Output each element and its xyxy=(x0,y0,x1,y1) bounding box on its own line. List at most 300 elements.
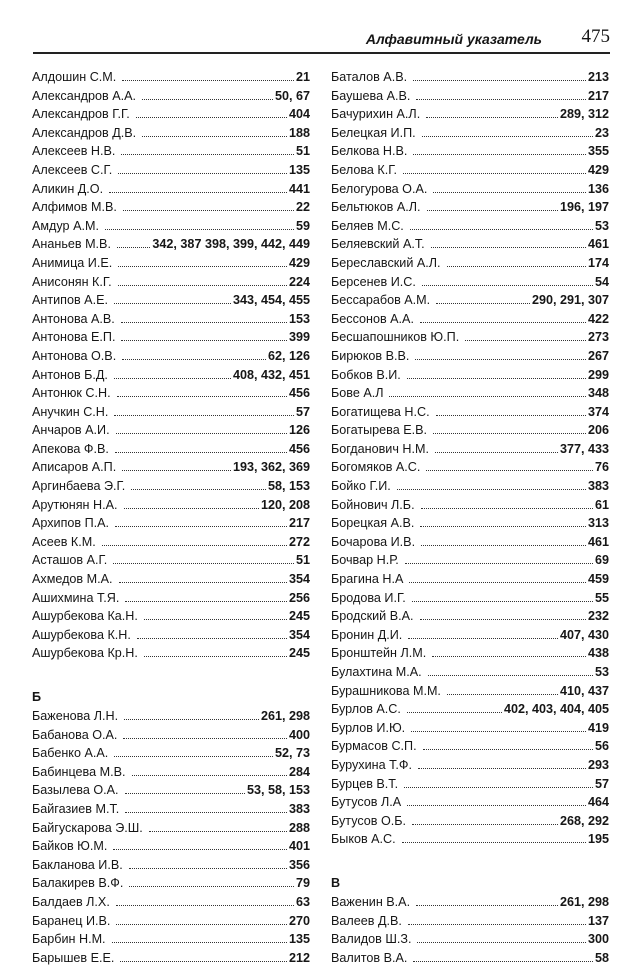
index-entry xyxy=(331,421,609,440)
dot-leader xyxy=(121,321,287,323)
dot-leader xyxy=(433,191,586,193)
entry-name: Балакирев В.Ф. xyxy=(32,876,124,891)
dot-leader xyxy=(435,451,558,453)
entry-name: Алфимов М.В. xyxy=(32,200,117,215)
entry-pages: 261, 298 xyxy=(559,894,609,909)
entry-pages: 63 xyxy=(295,894,310,909)
entry-name: Бурухина Т.Ф. xyxy=(331,757,412,772)
index-entry xyxy=(331,254,609,273)
entry-pages: 76 xyxy=(594,460,609,475)
entry-name: Валеев Д.В. xyxy=(331,913,402,928)
index-entry xyxy=(32,87,310,106)
index-entry xyxy=(331,775,609,794)
entry-name: Бельтюков А.Л. xyxy=(331,200,421,215)
entry-name: Ашурбекова К.Н. xyxy=(32,627,131,642)
entry-pages: 289, 312 xyxy=(559,107,609,122)
dot-leader xyxy=(129,867,287,869)
entry-name: Беляев М.С. xyxy=(331,218,404,233)
section-gap xyxy=(331,849,609,873)
index-entry xyxy=(32,310,310,329)
index-entry xyxy=(331,830,609,849)
entry-pages: 404 xyxy=(288,107,310,122)
entry-pages: 59 xyxy=(295,218,310,233)
index-entry xyxy=(32,217,310,236)
dot-leader xyxy=(413,153,586,155)
dot-leader xyxy=(436,302,530,304)
entry-pages: 429 xyxy=(587,162,609,177)
entry-pages: 245 xyxy=(288,646,310,661)
index-entry xyxy=(331,626,609,645)
dot-leader xyxy=(116,923,287,925)
dot-leader xyxy=(132,774,287,776)
index-entry xyxy=(331,589,609,608)
entry-pages: 456 xyxy=(288,386,310,401)
entry-name: Байгазиев М.Т. xyxy=(32,801,120,816)
entry-pages: 272 xyxy=(288,534,310,549)
index-entry xyxy=(331,273,609,292)
entry-name: Бойнович Л.Б. xyxy=(331,497,415,512)
dot-leader xyxy=(123,209,294,211)
dot-leader xyxy=(149,830,287,832)
entry-name: Бродский В.А. xyxy=(331,609,414,624)
index-entry xyxy=(32,347,310,366)
index-entry xyxy=(32,819,310,838)
entry-pages: 217 xyxy=(587,88,609,103)
entry-name: Бурлов А.С. xyxy=(331,702,401,717)
entry-pages: 224 xyxy=(288,274,310,289)
entry-name: Бурцев В.Т. xyxy=(331,776,399,791)
entry-name: Антонова А.В. xyxy=(32,311,115,326)
entry-name: Важенин В.А. xyxy=(331,894,411,909)
index-entry xyxy=(32,328,310,347)
entry-pages: 348 xyxy=(587,386,609,401)
entry-name: Богомяков А.С. xyxy=(331,460,421,475)
dot-leader xyxy=(112,941,287,943)
index-entry xyxy=(32,644,310,663)
entry-name: Алдошин С.М. xyxy=(32,70,117,84)
entry-name: Белкова Н.В. xyxy=(331,144,408,159)
index-entry xyxy=(331,235,609,254)
dot-leader xyxy=(427,209,558,211)
entry-pages: 206 xyxy=(587,423,609,438)
entry-pages: 407, 430 xyxy=(559,627,609,642)
entry-pages: 288 xyxy=(288,820,310,835)
index-entry xyxy=(32,421,310,440)
entry-pages: 23 xyxy=(594,125,609,140)
entry-pages: 284 xyxy=(288,764,310,779)
entry-name: Антипов А.Е. xyxy=(32,293,108,308)
entry-name: Барышев Е.Е. xyxy=(32,950,115,965)
index-entry xyxy=(32,291,310,310)
index-entry xyxy=(331,514,609,533)
entry-name: Бочвар Н.Р. xyxy=(331,553,399,568)
dot-leader xyxy=(416,904,558,906)
dot-leader xyxy=(402,841,586,843)
dot-leader xyxy=(102,544,287,546)
dot-leader xyxy=(404,786,593,788)
index-entry xyxy=(331,756,609,775)
entry-pages: 135 xyxy=(288,932,310,947)
dot-leader xyxy=(129,885,294,887)
dot-leader xyxy=(408,923,586,925)
entry-name: Аписаров А.П. xyxy=(32,460,117,475)
index-entry xyxy=(32,235,310,254)
index-column-right xyxy=(331,68,609,967)
page-header xyxy=(33,26,610,54)
entry-name: Бутусов Л.А xyxy=(331,795,402,810)
entry-pages: 342, 387 398, 399, 442, 449 xyxy=(152,237,310,252)
entry-pages: 54 xyxy=(594,274,609,289)
index-entry xyxy=(331,644,609,663)
dot-leader xyxy=(405,562,593,564)
entry-name: Балдаев Л.Х. xyxy=(32,894,110,909)
entry-pages: 52, 73 xyxy=(274,746,310,761)
dot-leader xyxy=(125,811,287,813)
index-entry xyxy=(331,912,609,931)
entry-name: Алексеев С.Г. xyxy=(32,162,113,177)
index-entry xyxy=(331,812,609,831)
entry-name: Бронштейн Л.М. xyxy=(331,646,427,661)
index-entry xyxy=(32,105,310,124)
dot-leader xyxy=(144,655,287,657)
dot-leader xyxy=(410,228,593,230)
dot-leader xyxy=(415,358,586,360)
entry-name: Анчаров А.И. xyxy=(32,423,110,438)
index-entry xyxy=(32,763,310,782)
index-entry xyxy=(32,477,310,496)
page-number: 475 xyxy=(581,26,610,47)
dot-leader xyxy=(421,507,593,509)
entry-name: Базылева О.А. xyxy=(32,783,119,798)
dot-leader xyxy=(116,904,294,906)
dot-leader xyxy=(113,562,294,564)
dot-leader xyxy=(421,544,586,546)
entry-pages: 354 xyxy=(288,627,310,642)
index-entry xyxy=(331,949,609,967)
entry-name: Баженова Л.Н. xyxy=(32,709,119,723)
dot-leader xyxy=(413,79,586,81)
entry-name: Бабенко А.А. xyxy=(32,746,109,761)
index-entry xyxy=(331,161,609,180)
dot-leader xyxy=(418,767,586,769)
index-entry xyxy=(32,570,310,589)
entry-name: Аргинбаева Э.Г. xyxy=(32,479,126,494)
entry-pages: 57 xyxy=(295,404,310,419)
index-entry xyxy=(331,68,609,87)
entry-name: Бабинцева М.В. xyxy=(32,764,126,779)
dot-leader xyxy=(119,581,287,583)
index-entry xyxy=(331,607,609,626)
entry-pages: 55 xyxy=(594,590,609,605)
index-entry xyxy=(331,291,609,310)
entry-name: Бурлов И.Ю. xyxy=(331,720,406,735)
entry-pages: 135 xyxy=(288,162,310,177)
entry-pages: 195 xyxy=(587,832,609,847)
entry-pages: 408, 432, 451 xyxy=(232,367,310,382)
dot-leader xyxy=(124,507,259,509)
dot-leader xyxy=(428,674,593,676)
index-entry xyxy=(32,384,310,403)
dot-leader xyxy=(431,246,586,248)
index-entry xyxy=(331,328,609,347)
entry-name: Бочарова И.В. xyxy=(331,534,416,549)
entry-pages: 62, 126 xyxy=(267,348,310,363)
index-entry xyxy=(32,726,310,745)
index-entry xyxy=(331,682,609,701)
dot-leader xyxy=(115,451,287,453)
index-entry xyxy=(331,719,609,738)
dot-leader xyxy=(417,941,586,943)
entry-name: Бесшапошников Ю.П. xyxy=(331,330,460,345)
index-entry xyxy=(331,198,609,217)
entry-pages: 464 xyxy=(587,795,609,810)
section-letter-v: В xyxy=(331,875,341,890)
entry-name: Антонюк С.Н. xyxy=(32,386,111,401)
entry-name: Асташов А.Г. xyxy=(32,553,108,568)
dot-leader xyxy=(122,469,231,471)
dot-leader xyxy=(124,718,259,720)
entry-pages: 256 xyxy=(288,590,310,605)
entry-name: Амдур А.М. xyxy=(32,218,99,233)
entry-name: Байгускарова Э.Ш. xyxy=(32,820,143,835)
dot-leader xyxy=(413,960,593,962)
entry-pages: 193, 362, 369 xyxy=(232,460,310,475)
index-entry xyxy=(32,496,310,515)
entry-name: Аликин Д.О. xyxy=(32,181,104,196)
entry-pages: 355 xyxy=(587,144,609,159)
dot-leader xyxy=(422,135,593,137)
dot-leader xyxy=(122,358,266,360)
dot-leader xyxy=(114,377,231,379)
entry-pages: 137 xyxy=(587,913,609,928)
index-entry xyxy=(32,781,310,800)
entry-name: Баранец И.В. xyxy=(32,913,111,928)
dot-leader xyxy=(125,600,287,602)
entry-name: Берсенев И.С. xyxy=(331,274,416,289)
entry-pages: 56 xyxy=(594,739,609,754)
dot-leader xyxy=(114,414,294,416)
entry-name: Ашурбекова Ка.Н. xyxy=(32,609,138,624)
dot-leader xyxy=(432,655,586,657)
entry-name: Богатищева Н.С. xyxy=(331,404,430,419)
dot-leader xyxy=(420,525,586,527)
entry-name: Барбин Н.М. xyxy=(32,932,106,947)
index-entry xyxy=(32,142,310,161)
entry-name: Алексеев Н.В. xyxy=(32,144,116,159)
entry-name: Апекова Ф.В. xyxy=(32,441,109,456)
entry-name: Арутюнян Н.А. xyxy=(32,497,118,512)
dot-leader xyxy=(114,302,231,304)
dot-leader xyxy=(118,265,287,267)
entry-pages: 461 xyxy=(587,237,609,252)
dot-leader xyxy=(409,581,586,583)
dot-leader xyxy=(131,488,266,490)
entry-pages: 188 xyxy=(288,125,310,140)
entry-name: Бойко Г.И. xyxy=(331,479,391,494)
entry-pages: 354 xyxy=(288,572,310,587)
dot-leader xyxy=(403,172,586,174)
index-entry xyxy=(331,458,609,477)
entry-pages: 401 xyxy=(288,839,310,854)
index-entry xyxy=(331,347,609,366)
entry-pages: 217 xyxy=(288,516,310,531)
dot-leader xyxy=(121,153,294,155)
dot-leader xyxy=(389,395,586,397)
index-entry xyxy=(32,124,310,143)
running-title: Алфавитный указатель xyxy=(365,31,542,47)
entry-pages: 429 xyxy=(288,255,310,270)
dot-leader xyxy=(109,191,287,193)
entry-name: Баталов А.В. xyxy=(331,70,408,84)
entry-name: Александров А.А. xyxy=(32,88,137,103)
index-entry xyxy=(331,217,609,236)
entry-pages: 58 xyxy=(594,950,609,965)
entry-pages: 456 xyxy=(288,441,310,456)
dot-leader xyxy=(420,618,586,620)
entry-name: Булахтина М.А. xyxy=(331,665,422,679)
dot-leader xyxy=(426,469,593,471)
entry-name: Валитов В.А. xyxy=(331,950,408,965)
entry-pages: 69 xyxy=(594,553,609,568)
section-letter-b: Б xyxy=(32,690,42,704)
index-entry xyxy=(331,893,609,912)
entry-pages: 136 xyxy=(587,181,609,196)
entry-pages: 293 xyxy=(587,757,609,772)
entry-name: Асеев К.М. xyxy=(32,534,96,549)
entry-pages: 410, 437 xyxy=(559,683,609,698)
index-entry xyxy=(32,626,310,645)
dot-leader xyxy=(411,730,586,732)
dot-leader xyxy=(137,637,287,639)
index-entry xyxy=(331,930,609,949)
dot-leader xyxy=(144,618,287,620)
entry-pages: 343, 454, 455 xyxy=(232,293,310,308)
dot-leader xyxy=(114,755,273,757)
entry-pages: 313 xyxy=(587,516,609,531)
index-entry xyxy=(32,273,310,292)
index-entry xyxy=(32,458,310,477)
dot-leader xyxy=(113,848,287,850)
entry-name: Бобков В.И. xyxy=(331,367,401,382)
dot-leader xyxy=(118,172,287,174)
index-entry xyxy=(331,737,609,756)
entry-pages: 51 xyxy=(295,144,310,159)
dot-leader xyxy=(416,98,586,100)
dot-leader xyxy=(422,284,593,286)
dot-leader xyxy=(423,748,593,750)
entry-pages: 356 xyxy=(288,857,310,872)
dot-leader xyxy=(408,637,558,639)
entry-name: Ананьев М.В. xyxy=(32,237,111,252)
dot-leader xyxy=(420,321,586,323)
index-entry xyxy=(32,589,310,608)
entry-name: Бродова И.Г. xyxy=(331,590,406,605)
index-entry xyxy=(32,707,310,726)
dot-leader xyxy=(142,98,273,100)
entry-pages: 213 xyxy=(587,70,609,84)
entry-name: Быков А.С. xyxy=(331,832,396,847)
index-entry xyxy=(331,663,609,682)
dot-leader xyxy=(397,488,586,490)
entry-pages: 461 xyxy=(587,534,609,549)
index-entry xyxy=(32,874,310,893)
dot-leader xyxy=(117,246,150,248)
index-entry xyxy=(32,800,310,819)
index-entry xyxy=(331,87,609,106)
entry-name: Валидов Ш.З. xyxy=(331,932,412,947)
index-entry xyxy=(32,403,310,422)
entry-pages: 400 xyxy=(288,727,310,742)
entry-name: Белова К.Г. xyxy=(331,162,398,177)
index-entry xyxy=(331,793,609,812)
dot-leader xyxy=(433,432,586,434)
index-entry xyxy=(32,893,310,912)
dot-leader xyxy=(142,135,287,137)
entry-name: Бачурихин А.Л. xyxy=(331,107,421,122)
entry-pages: 212 xyxy=(288,950,310,965)
dot-leader xyxy=(115,525,287,527)
dot-leader xyxy=(407,377,586,379)
index-entry xyxy=(32,180,310,199)
entry-pages: 268, 292 xyxy=(559,813,609,828)
entry-pages: 50, 67 xyxy=(274,88,310,103)
entry-pages: 399 xyxy=(288,330,310,345)
index-entry xyxy=(32,440,310,459)
entry-pages: 383 xyxy=(587,479,609,494)
entry-name: Анисонян К.Г. xyxy=(32,274,112,289)
entry-name: Архипов П.А. xyxy=(32,516,110,531)
entry-pages: 61 xyxy=(594,497,609,512)
dot-leader xyxy=(447,265,586,267)
entry-pages: 300 xyxy=(587,932,609,947)
entry-name: Бутусов О.Б. xyxy=(331,813,407,828)
entry-pages: 174 xyxy=(587,255,609,270)
entry-pages: 374 xyxy=(587,404,609,419)
entry-pages: 57 xyxy=(594,776,609,791)
index-entry xyxy=(32,68,310,87)
entry-name: Ашихмина Т.Я. xyxy=(32,590,120,605)
index-entry xyxy=(32,161,310,180)
entry-pages: 459 xyxy=(587,572,609,587)
index-entry xyxy=(331,477,609,496)
entry-pages: 261, 298 xyxy=(260,709,310,723)
dot-leader xyxy=(122,79,294,81)
dot-leader xyxy=(436,414,586,416)
dot-leader xyxy=(412,600,593,602)
dot-leader xyxy=(117,395,287,397)
section-gap xyxy=(32,663,310,687)
index-entry xyxy=(331,310,609,329)
entry-name: Белогурова О.А. xyxy=(331,181,428,196)
entry-list-b-continued xyxy=(331,68,609,849)
dot-leader xyxy=(120,960,287,962)
entry-list-a xyxy=(32,68,310,663)
entry-pages: 422 xyxy=(587,311,609,326)
index-entry xyxy=(331,700,609,719)
entry-name: Антонов Б.Д. xyxy=(32,367,108,382)
entry-name: Беляевский А.Т. xyxy=(331,237,425,252)
index-entry xyxy=(32,930,310,949)
entry-pages: 53, 58, 153 xyxy=(246,783,310,798)
entry-name: Ашурбекова Кр.Н. xyxy=(32,646,138,661)
entry-name: Бабанова О.А. xyxy=(32,727,118,742)
index-entry xyxy=(331,366,609,385)
entry-name: Антонова Е.П. xyxy=(32,330,116,345)
entry-pages: 419 xyxy=(587,720,609,735)
entry-name: Бакланова И.В. xyxy=(32,857,123,872)
index-entry xyxy=(331,496,609,515)
dot-leader xyxy=(118,284,287,286)
